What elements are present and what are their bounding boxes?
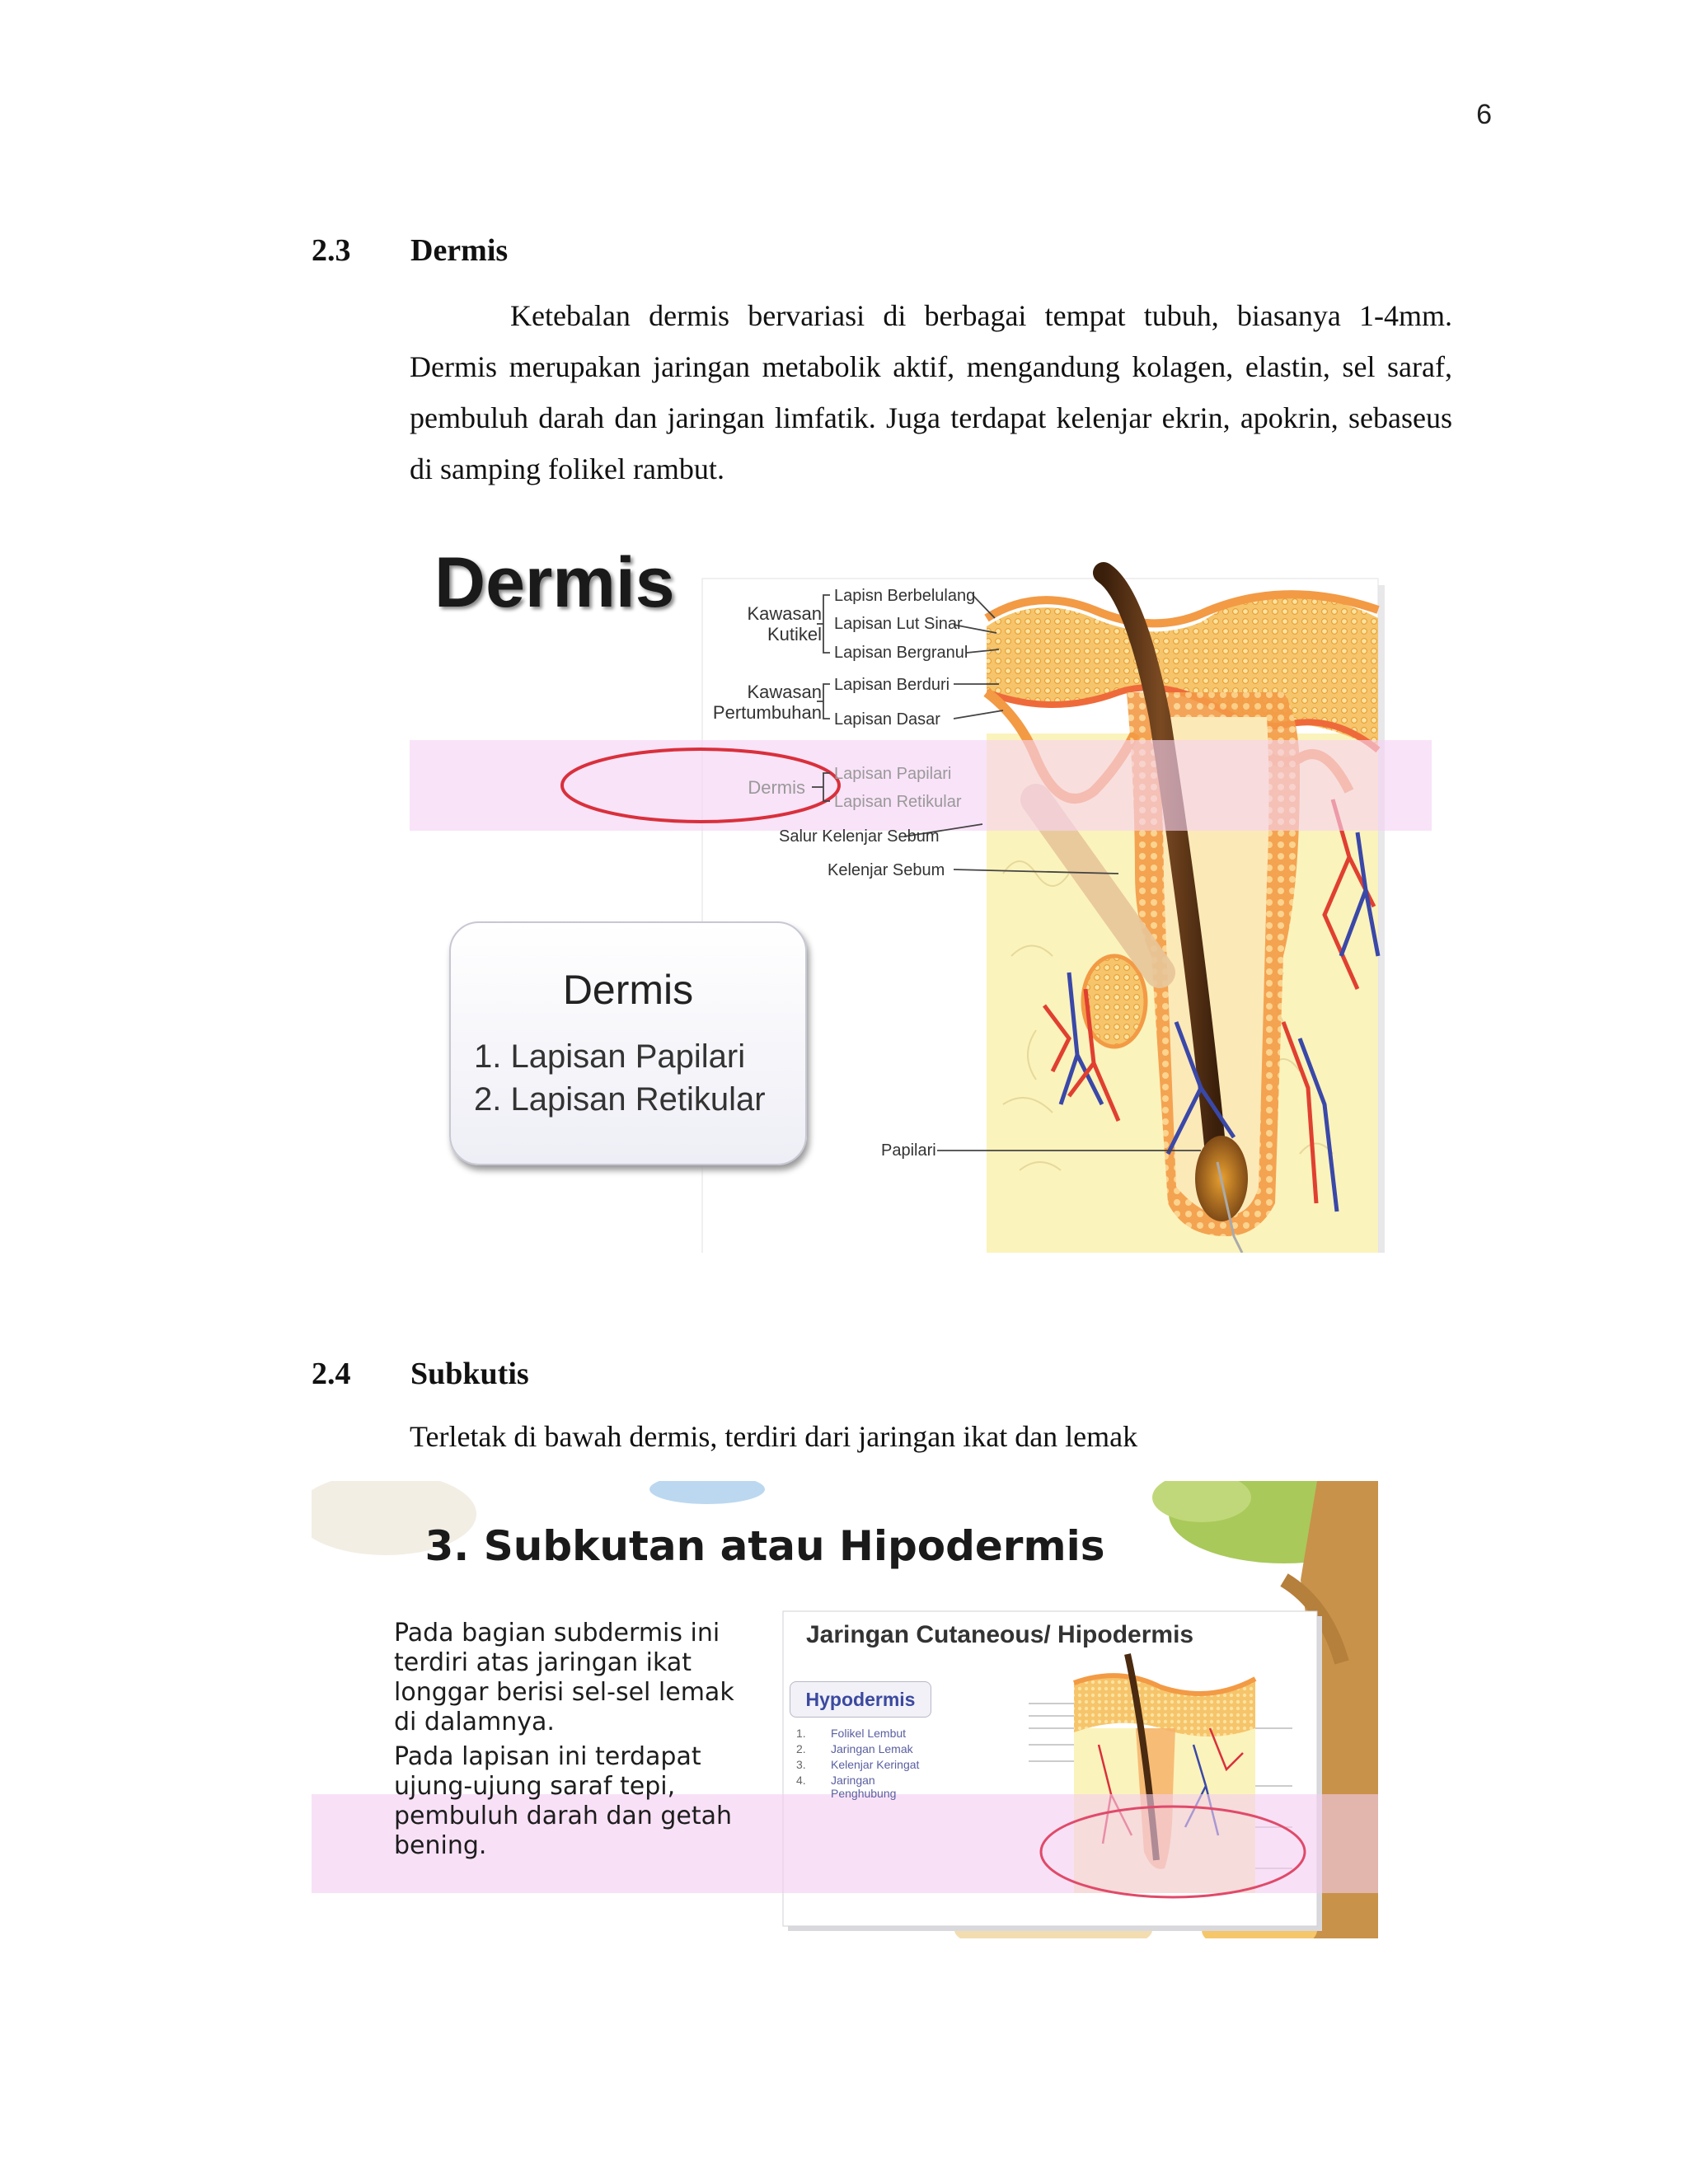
layer-label: Lapisn Berbelulang [834,587,976,605]
inset-list-item: 4. Jaringan Penghubung [796,1774,897,1800]
hypodermis-label-box: Hypodermis [790,1681,931,1718]
subkutis-paragraph: Terletak di bawah dermis, terdiri dari jaringan ikat dan lemak [410,1420,1138,1453]
slide-text-2: Pada lapisan ini terdapat ujung-ujung saraf tepi, pembuluh darah dan getah bening. [394,1742,733,1860]
figure-title: Dermis [434,543,675,622]
sebum-gland-label: Kelenjar Sebum [828,861,945,879]
summary-box-title: Dermis [562,967,694,1013]
layer-label: Lapisan Bergranul [834,644,968,662]
section-title: Dermis [410,233,509,268]
dermis-figure [410,527,1432,1253]
group-label-kutikel: Kawasan Kutikel [747,603,822,644]
section-title: Subkutis [410,1357,529,1391]
group-label-dermis: Dermis [748,777,805,798]
page-number: 6 [1476,99,1492,130]
slide-title: 3. Subkutan atau Hipodermis [424,1522,1105,1570]
inset-list-item: 1. Folikel Lembut [796,1727,907,1740]
layer-label: Lapisan Papilari [834,765,952,783]
layer-label: Lapisan Retikular [834,793,962,811]
layer-label: Lapisan Lut Sinar [834,615,963,633]
section-number: 2.3 [312,233,351,268]
layer-label: Lapisan Dasar [834,710,940,729]
papilari-label: Papilari [881,1141,936,1160]
sebum-duct-label: Salur Kelenjar Sebum [779,827,940,846]
dermis-summary-box [449,921,807,1165]
subkutis-figure [312,1481,1378,1938]
inset-title: Jaringan Cutaneous/ Hipodermis [806,1621,1194,1648]
slide-text-1: Pada bagian subdermis ini terdiri atas jaringan ikat longgar berisi sel-sel lemak di dalamnya. [394,1619,734,1736]
inset-list-item: 2. Jaringan Lemak [796,1742,913,1755]
dermis-paragraph: Ketebalan dermis bervariasi di berbagai tempat tubuh, biasanya 1-4mm. Dermis merupakan jaringan metabolik aktif, mengandung kolagen, elastin, sel saraf, pembuluh darah dan jaringan limfatik. Juga terdapat kelenjar ekrin, apokrin, sebaseus di samping folikel rambut. [410,299,1452,485]
section-number: 2.4 [312,1357,351,1391]
inset-list-item: 3. Kelenjar Keringat [796,1758,920,1771]
summary-box-item: 1. Lapisan Papilari [474,1038,746,1075]
group-label-pertumbuhan: Kawasan Pertumbuhan [712,682,822,723]
layer-label: Lapisan Berduri [834,676,950,694]
summary-box-item: 2. Lapisan Retikular [474,1081,766,1118]
